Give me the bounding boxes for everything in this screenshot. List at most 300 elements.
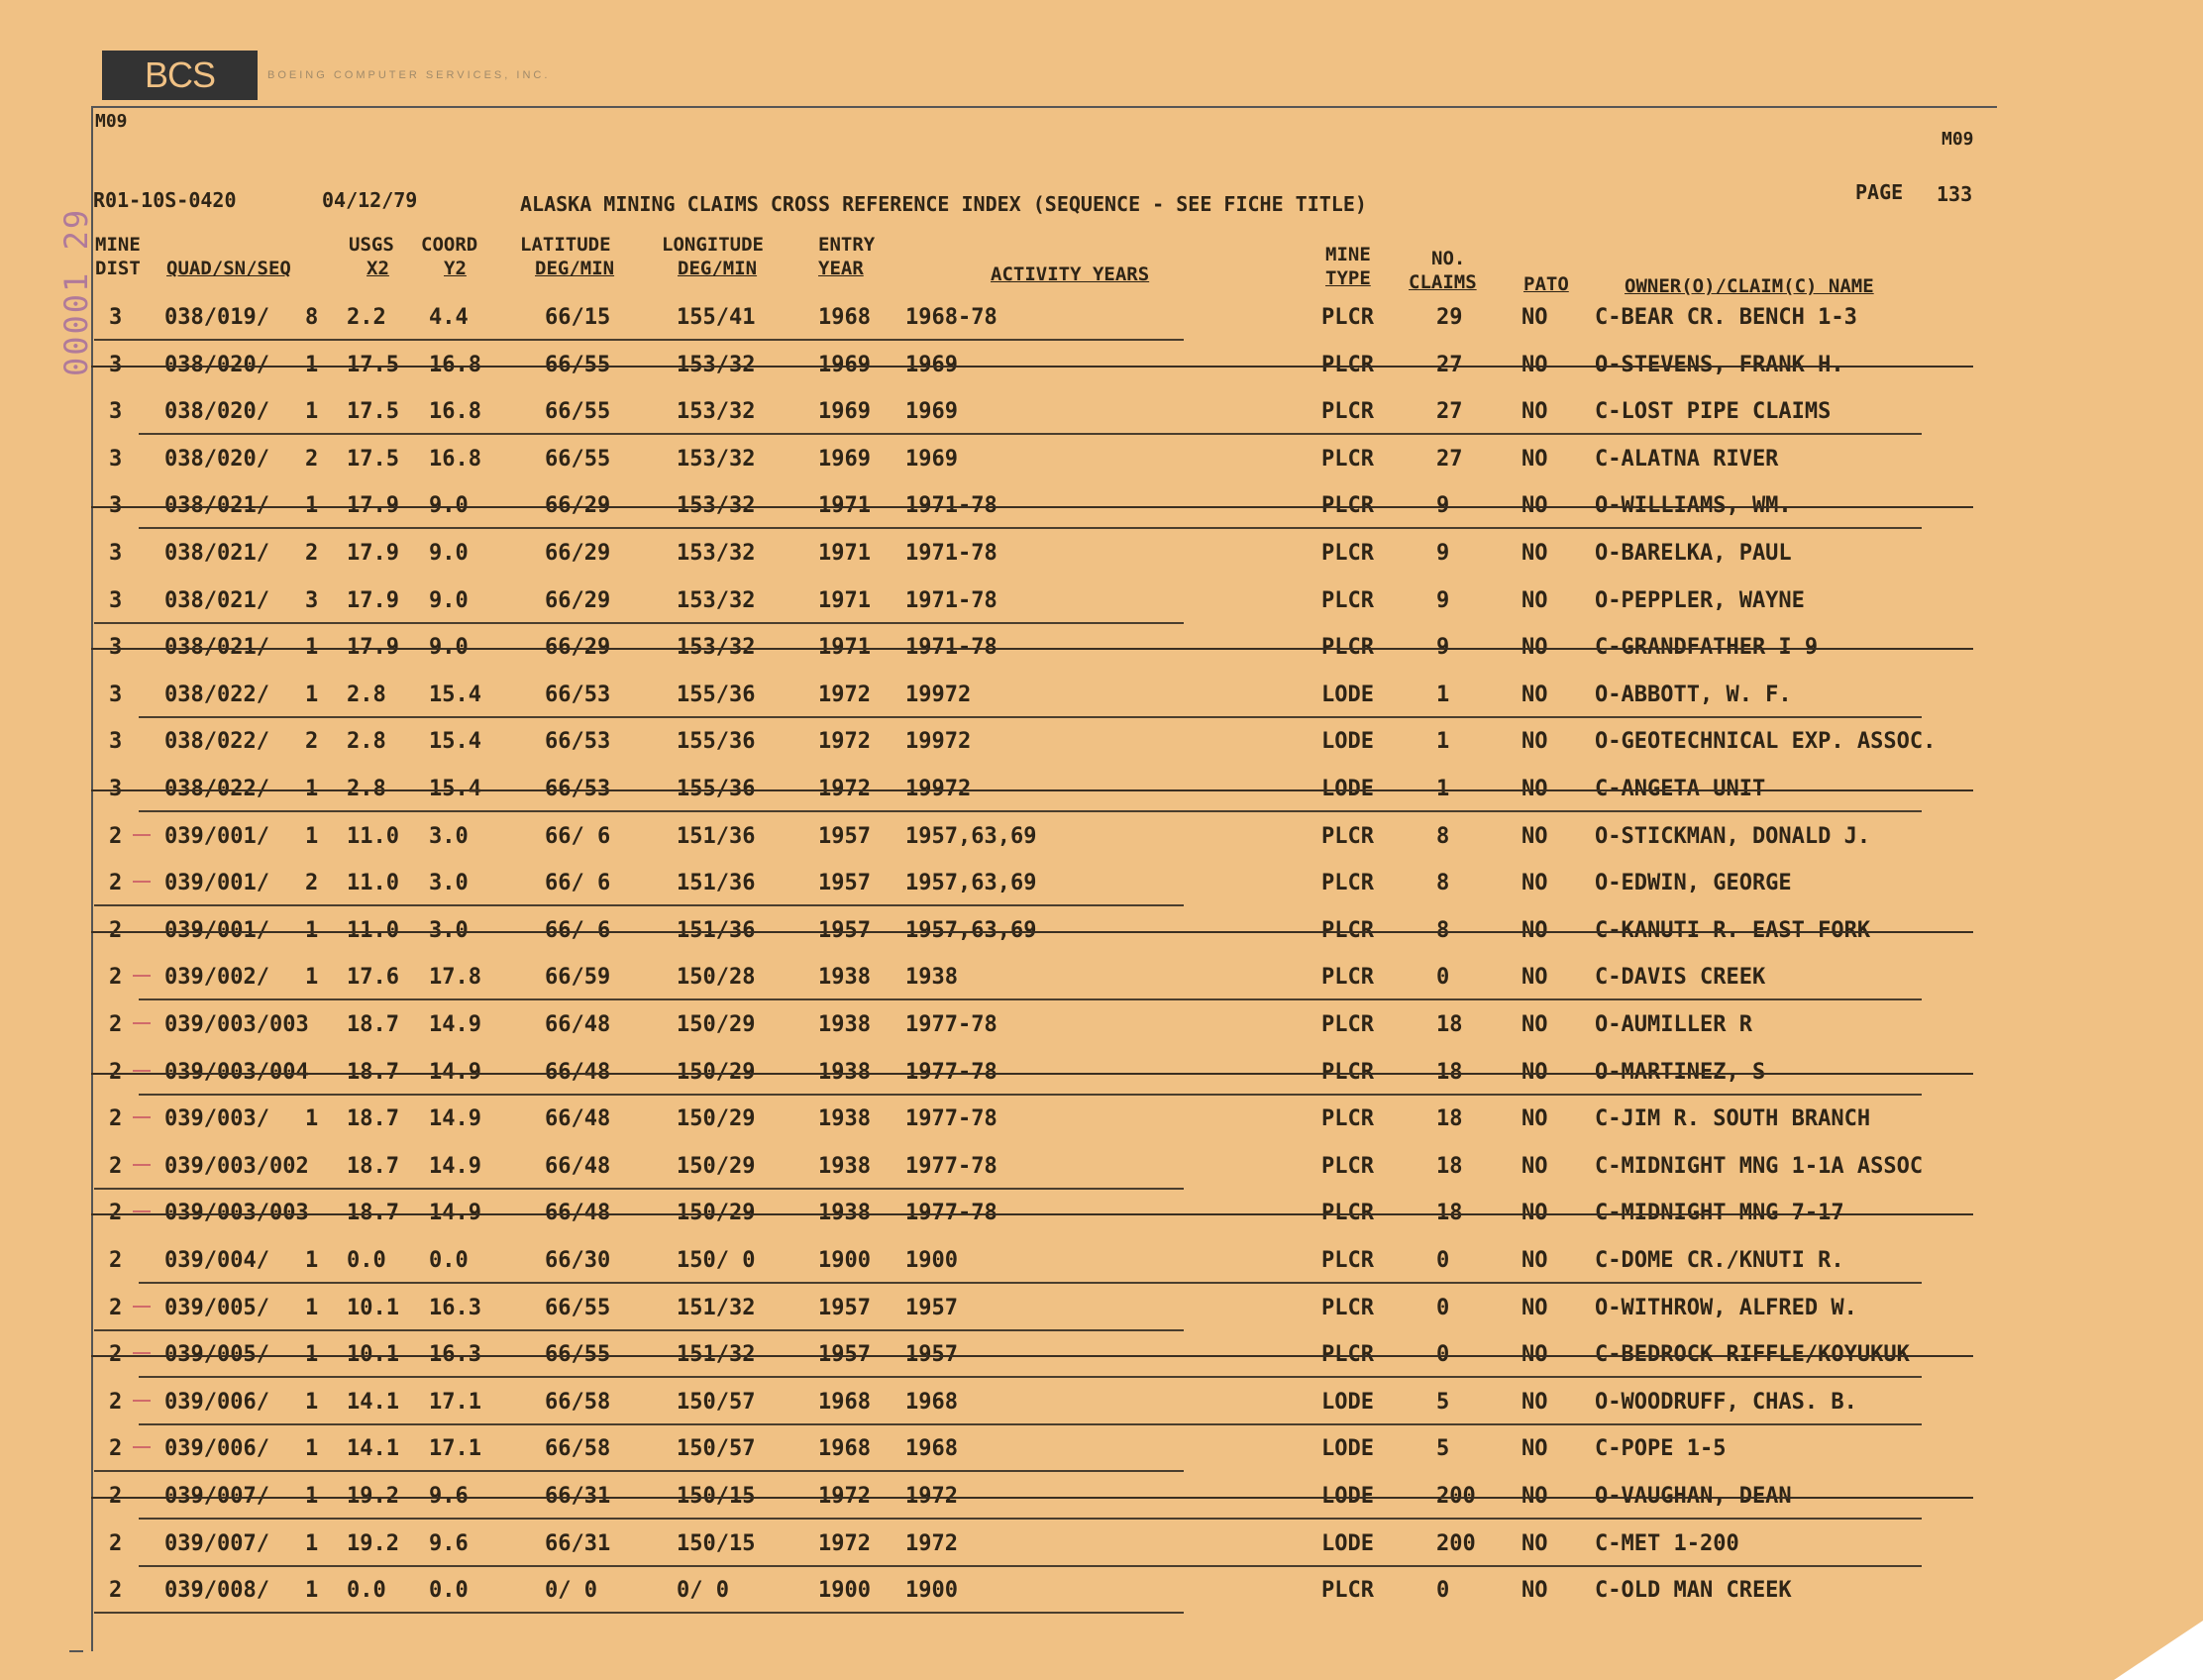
mine-dist-cell: 3 xyxy=(109,399,123,425)
activity-years-cell: 1968-78 xyxy=(905,305,997,330)
red-check-mark xyxy=(133,1210,151,1212)
pato-cell: NO xyxy=(1521,587,1548,613)
entry-year-cell: 1969 xyxy=(818,399,871,425)
quad-cell: 038/022/ xyxy=(164,777,269,801)
coord-y2-cell: 16.3 xyxy=(429,1342,481,1368)
table-row xyxy=(0,353,2203,392)
coord-y2-cell: 15.4 xyxy=(429,777,481,801)
usgs-x2-cell: 2.8 xyxy=(347,729,386,755)
pato-cell: NO xyxy=(1521,352,1548,377)
mine-dist-cell: 2 xyxy=(109,1248,123,1273)
table-row xyxy=(0,824,2203,864)
mine-type-cell: LODE xyxy=(1321,1530,1374,1556)
col-lon-1: LONGITUDE xyxy=(662,234,764,256)
activity-years-cell: 1957 xyxy=(905,1342,958,1368)
mine-type-cell: PLCR xyxy=(1321,541,1374,566)
activity-years-cell: 1957,63,69 xyxy=(905,917,1037,943)
row-rule xyxy=(94,622,1184,624)
col-lat-1: LATITUDE xyxy=(520,234,611,256)
seq-cell: 1 xyxy=(305,1342,319,1368)
longitude-cell: 153/32 xyxy=(677,446,756,472)
col-usgs-2: X2 xyxy=(367,258,389,279)
strikethrough-line xyxy=(91,789,1973,791)
quad-cell: 039/006/ xyxy=(164,1389,269,1415)
longitude-cell: 151/32 xyxy=(677,1295,756,1320)
usgs-x2-cell: 11.0 xyxy=(347,871,399,896)
owner-claim-cell: C-JIM R. SOUTH BRANCH xyxy=(1595,1106,1871,1132)
mine-dist-cell: 2 xyxy=(109,965,123,991)
claims-count-cell: 27 xyxy=(1436,446,1463,472)
strikethrough-line xyxy=(91,1073,1973,1075)
strikethrough-line xyxy=(91,1355,1973,1357)
usgs-x2-cell: 17.9 xyxy=(347,541,399,566)
quad-cell: 039/001/ xyxy=(164,871,269,896)
longitude-cell: 153/32 xyxy=(677,352,756,377)
mine-type-cell: PLCR xyxy=(1321,823,1374,849)
coord-y2-cell: 16.8 xyxy=(429,352,481,377)
pato-cell: NO xyxy=(1521,682,1548,707)
latitude-cell: 66/31 xyxy=(545,1530,611,1556)
latitude-cell: 66/53 xyxy=(545,682,611,707)
seq-cell: 3 xyxy=(305,587,319,613)
seq-cell: 2 xyxy=(305,541,319,566)
coord-y2-cell: 15.4 xyxy=(429,682,481,707)
usgs-x2-cell: 10.1 xyxy=(347,1295,399,1320)
latitude-cell: 66/ 6 xyxy=(545,917,611,943)
mine-dist-cell: 3 xyxy=(109,729,123,755)
quad-cell: 039/005/ xyxy=(164,1342,269,1368)
usgs-x2-cell: 17.9 xyxy=(347,635,399,661)
quad-cell: 038/020/ xyxy=(164,352,269,377)
longitude-cell: 150/29 xyxy=(677,1012,756,1037)
mine-dist-cell: 2 xyxy=(109,1484,123,1509)
usgs-x2-cell: 19.2 xyxy=(347,1484,399,1509)
strikethrough-line xyxy=(91,366,1973,368)
mine-dist-cell: 2 xyxy=(109,1342,123,1368)
col-lat-2: DEG/MIN xyxy=(535,258,615,279)
pato-cell: NO xyxy=(1521,871,1548,896)
col-coord-2: Y2 xyxy=(444,258,467,279)
entry-year-cell: 1969 xyxy=(818,352,871,377)
longitude-cell: 155/36 xyxy=(677,777,756,801)
coord-y2-cell: 4.4 xyxy=(429,305,469,330)
activity-years-cell: 1971-78 xyxy=(905,541,997,566)
longitude-cell: 150/29 xyxy=(677,1153,756,1179)
pato-cell: NO xyxy=(1521,1578,1548,1604)
entry-year-cell: 1957 xyxy=(818,917,871,943)
activity-years-cell: 1969 xyxy=(905,399,958,425)
seq-cell: 1 xyxy=(305,1295,319,1320)
entry-year-cell: 1900 xyxy=(818,1248,871,1273)
quad-cell: 038/021/ xyxy=(164,493,269,519)
mine-type-cell: LODE xyxy=(1321,729,1374,755)
seq-cell: 2 xyxy=(305,446,319,472)
claims-count-cell: 5 xyxy=(1436,1389,1450,1415)
latitude-cell: 66/48 xyxy=(545,1012,611,1037)
claims-count-cell: 18 xyxy=(1436,1012,1463,1037)
latitude-cell: 66/58 xyxy=(545,1389,611,1415)
longitude-cell: 153/32 xyxy=(677,635,756,661)
col-activity: ACTIVITY YEARS xyxy=(991,263,1150,285)
mine-type-cell: PLCR xyxy=(1321,1578,1374,1604)
seq-cell: 1 xyxy=(305,682,319,707)
mine-type-cell: PLCR xyxy=(1321,1106,1374,1132)
latitude-cell: 66/59 xyxy=(545,965,611,991)
latitude-cell: 66/29 xyxy=(545,541,611,566)
usgs-x2-cell: 17.5 xyxy=(347,446,399,472)
entry-year-cell: 1968 xyxy=(818,1389,871,1415)
report-title: ALASKA MINING CLAIMS CROSS REFERENCE INDEX (SEQUENCE - SEE FICHE TITLE) xyxy=(520,192,1367,216)
col-coord-1: COORD xyxy=(421,234,478,256)
usgs-x2-cell: 0.0 xyxy=(347,1578,386,1604)
usgs-x2-cell: 17.5 xyxy=(347,399,399,425)
activity-years-cell: 1977-78 xyxy=(905,1106,997,1132)
latitude-cell: 66/29 xyxy=(545,587,611,613)
table-row xyxy=(0,635,2203,675)
col-type-2: TYPE xyxy=(1325,267,1371,289)
red-check-mark xyxy=(133,1400,151,1402)
usgs-x2-cell: 14.1 xyxy=(347,1389,399,1415)
report-code-right: M09 xyxy=(1941,129,1974,150)
seq-cell: 1 xyxy=(305,965,319,991)
claims-count-cell: 1 xyxy=(1436,777,1450,801)
mine-type-cell: PLCR xyxy=(1321,446,1374,472)
red-check-mark xyxy=(133,834,151,836)
mine-dist-cell: 2 xyxy=(109,1106,123,1132)
claims-count-cell: 0 xyxy=(1436,1248,1450,1273)
activity-years-cell: 1900 xyxy=(905,1248,958,1273)
pato-cell: NO xyxy=(1521,777,1548,801)
longitude-cell: 155/36 xyxy=(677,682,756,707)
pato-cell: NO xyxy=(1521,399,1548,425)
activity-years-cell: 1977-78 xyxy=(905,1153,997,1179)
quad-cell: 039/008/ xyxy=(164,1578,269,1604)
col-owner: OWNER(O)/CLAIM(C) NAME xyxy=(1625,275,1874,297)
pato-cell: NO xyxy=(1521,1106,1548,1132)
longitude-cell: 150/15 xyxy=(677,1484,756,1509)
latitude-cell: 66/ 6 xyxy=(545,823,611,849)
red-check-mark xyxy=(133,1116,151,1118)
usgs-x2-cell: 17.5 xyxy=(347,352,399,377)
mine-type-cell: PLCR xyxy=(1321,587,1374,613)
fiche-stamp: 00001 29 xyxy=(57,207,95,376)
quad-cell: 039/002/ xyxy=(164,965,269,991)
entry-year-cell: 1971 xyxy=(818,587,871,613)
page-number: 133 xyxy=(1937,182,1973,206)
mine-type-cell: LODE xyxy=(1321,1389,1374,1415)
mine-type-cell: PLCR xyxy=(1321,1248,1374,1273)
activity-years-cell: 1972 xyxy=(905,1484,958,1509)
claims-count-cell: 18 xyxy=(1436,1153,1463,1179)
activity-years-cell: 1968 xyxy=(905,1389,958,1415)
red-check-mark xyxy=(133,1022,151,1024)
latitude-cell: 66/53 xyxy=(545,729,611,755)
seq-cell: 1 xyxy=(305,777,319,801)
company-name: BOEING COMPUTER SERVICES, INC. xyxy=(267,69,551,81)
table-row xyxy=(0,1106,2203,1146)
usgs-x2-cell: 10.1 xyxy=(347,1342,399,1368)
coord-y2-cell: 3.0 xyxy=(429,823,469,849)
usgs-x2-cell: 2.2 xyxy=(347,305,386,330)
red-check-mark xyxy=(133,881,151,883)
usgs-x2-cell: 17.9 xyxy=(347,493,399,519)
longitude-cell: 150/29 xyxy=(677,1059,756,1085)
activity-years-cell: 1971-78 xyxy=(905,493,997,519)
activity-years-cell: 1977-78 xyxy=(905,1059,997,1085)
quad-cell: 038/019/ xyxy=(164,305,269,330)
seq-cell: 1 xyxy=(305,399,319,425)
longitude-cell: 155/41 xyxy=(677,305,756,330)
mine-dist-cell: 2 xyxy=(109,1059,123,1085)
mine-dist-cell: 2 xyxy=(109,1578,123,1604)
seq-cell: 1 xyxy=(305,493,319,519)
pato-cell: NO xyxy=(1521,635,1548,661)
entry-year-cell: 1972 xyxy=(818,729,871,755)
usgs-x2-cell: 0.0 xyxy=(347,1248,386,1273)
table-row xyxy=(0,918,2203,958)
usgs-x2-cell: 17.9 xyxy=(347,587,399,613)
owner-claim-cell: C-DAVIS CREEK xyxy=(1595,965,1766,991)
mine-dist-cell: 3 xyxy=(109,777,123,801)
coord-y2-cell: 9.0 xyxy=(429,587,469,613)
quad-cell: 038/021/ xyxy=(164,587,269,613)
frame-bottom-mark xyxy=(69,1650,83,1652)
red-check-mark xyxy=(133,975,151,977)
seq-cell: 1 xyxy=(305,1248,319,1273)
coord-y2-cell: 15.4 xyxy=(429,729,481,755)
longitude-cell: 150/29 xyxy=(677,1201,756,1226)
quad-cell: 038/022/ xyxy=(164,682,269,707)
mine-dist-cell: 2 xyxy=(109,871,123,896)
table-row xyxy=(0,1012,2203,1052)
activity-years-cell: 1969 xyxy=(905,446,958,472)
pato-cell: NO xyxy=(1521,965,1548,991)
pato-cell: NO xyxy=(1521,1436,1548,1462)
quad-cell: 038/020/ xyxy=(164,399,269,425)
mine-type-cell: PLCR xyxy=(1321,965,1374,991)
activity-years-cell: 1957 xyxy=(905,1295,958,1320)
owner-claim-cell: O-WOODRUFF, CHAS. B. xyxy=(1595,1389,1857,1415)
row-rule xyxy=(139,998,1922,1000)
mine-dist-cell: 3 xyxy=(109,352,123,377)
owner-claim-cell: C-BEAR CR. BENCH 1-3 xyxy=(1595,305,1857,330)
coord-y2-cell: 14.9 xyxy=(429,1201,481,1226)
coord-y2-cell: 3.0 xyxy=(429,871,469,896)
claims-count-cell: 27 xyxy=(1436,399,1463,425)
latitude-cell: 66/48 xyxy=(545,1106,611,1132)
col-entry-1: ENTRY xyxy=(818,234,876,256)
longitude-cell: 151/36 xyxy=(677,917,756,943)
owner-claim-cell: C-LOST PIPE CLAIMS xyxy=(1595,399,1832,425)
activity-years-cell: 19972 xyxy=(905,777,972,801)
entry-year-cell: 1971 xyxy=(818,541,871,566)
owner-claim-cell: O-VAUGHAN, DEAN xyxy=(1595,1484,1792,1509)
pato-cell: NO xyxy=(1521,1059,1548,1085)
coord-y2-cell: 9.0 xyxy=(429,541,469,566)
latitude-cell: 66/48 xyxy=(545,1059,611,1085)
usgs-x2-cell: 19.2 xyxy=(347,1530,399,1556)
table-row xyxy=(0,541,2203,580)
quad-cell: 039/003/003 xyxy=(164,1012,309,1037)
strikethrough-line xyxy=(91,931,1973,933)
latitude-cell: 66/15 xyxy=(545,305,611,330)
quad-cell: 038/020/ xyxy=(164,446,269,472)
activity-years-cell: 1938 xyxy=(905,965,958,991)
latitude-cell: 66/53 xyxy=(545,777,611,801)
owner-claim-cell: C-MET 1-200 xyxy=(1595,1530,1739,1556)
quad-cell: 039/005/ xyxy=(164,1295,269,1320)
row-rule xyxy=(139,1376,1922,1378)
longitude-cell: 150/57 xyxy=(677,1436,756,1462)
coord-y2-cell: 0.0 xyxy=(429,1578,469,1604)
owner-claim-cell: C-ALATNA RIVER xyxy=(1595,446,1779,472)
coord-y2-cell: 9.0 xyxy=(429,493,469,519)
activity-years-cell: 1957,63,69 xyxy=(905,823,1037,849)
latitude-cell: 66/55 xyxy=(545,1295,611,1320)
mine-type-cell: LODE xyxy=(1321,1436,1374,1462)
usgs-x2-cell: 18.7 xyxy=(347,1153,399,1179)
owner-claim-cell: O-PEPPLER, WAYNE xyxy=(1595,587,1805,613)
table-row xyxy=(0,729,2203,769)
longitude-cell: 153/32 xyxy=(677,399,756,425)
usgs-x2-cell: 2.8 xyxy=(347,777,386,801)
row-rule xyxy=(94,1470,1184,1472)
mine-type-cell: PLCR xyxy=(1321,635,1374,661)
activity-years-cell: 1971-78 xyxy=(905,635,997,661)
longitude-cell: 0/ 0 xyxy=(677,1578,729,1604)
longitude-cell: 153/32 xyxy=(677,587,756,613)
usgs-x2-cell: 14.1 xyxy=(347,1436,399,1462)
red-check-mark xyxy=(133,1070,151,1072)
owner-claim-cell: O-STEVENS, FRANK H. xyxy=(1595,352,1844,377)
pato-cell: NO xyxy=(1521,1389,1548,1415)
longitude-cell: 150/28 xyxy=(677,965,756,991)
col-claims-1: NO. xyxy=(1431,248,1466,269)
activity-years-cell: 1969 xyxy=(905,352,958,377)
longitude-cell: 153/32 xyxy=(677,541,756,566)
entry-year-cell: 1969 xyxy=(818,446,871,472)
table-row xyxy=(0,1201,2203,1240)
quad-cell: 038/022/ xyxy=(164,729,269,755)
coord-y2-cell: 16.8 xyxy=(429,446,481,472)
pato-cell: NO xyxy=(1521,305,1548,330)
entry-year-cell: 1972 xyxy=(818,682,871,707)
owner-claim-cell: O-WITHROW, ALFRED W. xyxy=(1595,1295,1857,1320)
row-rule xyxy=(139,1423,1922,1425)
latitude-cell: 66/30 xyxy=(545,1248,611,1273)
quad-cell: 039/003/ xyxy=(164,1106,269,1132)
owner-claim-cell: O-BARELKA, PAUL xyxy=(1595,541,1792,566)
claims-count-cell: 0 xyxy=(1436,1578,1450,1604)
mine-dist-cell: 2 xyxy=(109,1012,123,1037)
usgs-x2-cell: 11.0 xyxy=(347,917,399,943)
pato-cell: NO xyxy=(1521,1342,1548,1368)
red-check-mark xyxy=(133,1164,151,1166)
entry-year-cell: 1968 xyxy=(818,1436,871,1462)
claims-count-cell: 5 xyxy=(1436,1436,1450,1462)
quad-cell: 039/003/004 xyxy=(164,1059,309,1085)
coord-y2-cell: 14.9 xyxy=(429,1106,481,1132)
coord-y2-cell: 16.8 xyxy=(429,399,481,425)
latitude-cell: 66/58 xyxy=(545,1436,611,1462)
owner-claim-cell: C-MIDNIGHT MNG 7-17 xyxy=(1595,1201,1844,1226)
row-rule xyxy=(94,1329,1184,1331)
row-rule xyxy=(94,904,1184,906)
owner-claim-cell: O-GEOTECHNICAL EXP. ASSOC. xyxy=(1595,729,1937,755)
usgs-x2-cell: 2.8 xyxy=(347,682,386,707)
activity-years-cell: 1977-78 xyxy=(905,1012,997,1037)
latitude-cell: 66/29 xyxy=(545,635,611,661)
claims-count-cell: 9 xyxy=(1436,493,1450,519)
owner-claim-cell: O-MARTINEZ, S xyxy=(1595,1059,1766,1085)
pato-cell: NO xyxy=(1521,1484,1548,1509)
row-rule xyxy=(139,433,1922,435)
entry-year-cell: 1971 xyxy=(818,635,871,661)
claims-count-cell: 9 xyxy=(1436,587,1450,613)
pato-cell: NO xyxy=(1521,1295,1548,1320)
latitude-cell: 66/55 xyxy=(545,352,611,377)
quad-cell: 039/001/ xyxy=(164,823,269,849)
pato-cell: NO xyxy=(1521,1530,1548,1556)
mine-dist-cell: 2 xyxy=(109,1153,123,1179)
latitude-cell: 66/31 xyxy=(545,1484,611,1509)
seq-cell: 1 xyxy=(305,917,319,943)
page-label: PAGE xyxy=(1855,180,1904,204)
mine-type-cell: PLCR xyxy=(1321,1201,1374,1226)
claims-count-cell: 27 xyxy=(1436,352,1463,377)
claims-count-cell: 1 xyxy=(1436,682,1450,707)
mine-type-cell: PLCR xyxy=(1321,399,1374,425)
col-lon-2: DEG/MIN xyxy=(678,258,758,279)
longitude-cell: 150/57 xyxy=(677,1389,756,1415)
pato-cell: NO xyxy=(1521,1248,1548,1273)
strikethrough-line xyxy=(91,648,1973,650)
mine-dist-cell: 3 xyxy=(109,682,123,707)
mine-dist-cell: 3 xyxy=(109,305,123,330)
entry-year-cell: 1957 xyxy=(818,1295,871,1320)
usgs-x2-cell: 18.7 xyxy=(347,1012,399,1037)
quad-cell: 039/007/ xyxy=(164,1484,269,1509)
coord-y2-cell: 9.6 xyxy=(429,1530,469,1556)
quad-cell: 038/021/ xyxy=(164,541,269,566)
strikethrough-line xyxy=(91,1213,1973,1215)
latitude-cell: 66/48 xyxy=(545,1201,611,1226)
coord-y2-cell: 3.0 xyxy=(429,917,469,943)
mine-type-cell: PLCR xyxy=(1321,917,1374,943)
row-rule xyxy=(94,1612,1184,1614)
coord-y2-cell: 14.9 xyxy=(429,1012,481,1037)
company-logo: BCS xyxy=(102,51,258,100)
col-claims-2: CLAIMS xyxy=(1409,271,1477,293)
longitude-cell: 150/29 xyxy=(677,1106,756,1132)
entry-year-cell: 1972 xyxy=(818,1530,871,1556)
usgs-x2-cell: 18.7 xyxy=(347,1201,399,1226)
pato-cell: NO xyxy=(1521,823,1548,849)
claims-count-cell: 1 xyxy=(1436,729,1450,755)
claims-count-cell: 18 xyxy=(1436,1201,1463,1226)
red-check-mark xyxy=(133,1352,151,1354)
seq-cell: 1 xyxy=(305,1578,319,1604)
entry-year-cell: 1972 xyxy=(818,777,871,801)
longitude-cell: 150/15 xyxy=(677,1530,756,1556)
mine-type-cell: PLCR xyxy=(1321,1153,1374,1179)
row-rule xyxy=(139,1518,1922,1520)
entry-year-cell: 1972 xyxy=(818,1484,871,1509)
claims-count-cell: 18 xyxy=(1436,1106,1463,1132)
seq-cell: 2 xyxy=(305,729,319,755)
quad-cell: 039/003/003 xyxy=(164,1201,309,1226)
col-mine-dist-2: DIST xyxy=(95,258,141,279)
